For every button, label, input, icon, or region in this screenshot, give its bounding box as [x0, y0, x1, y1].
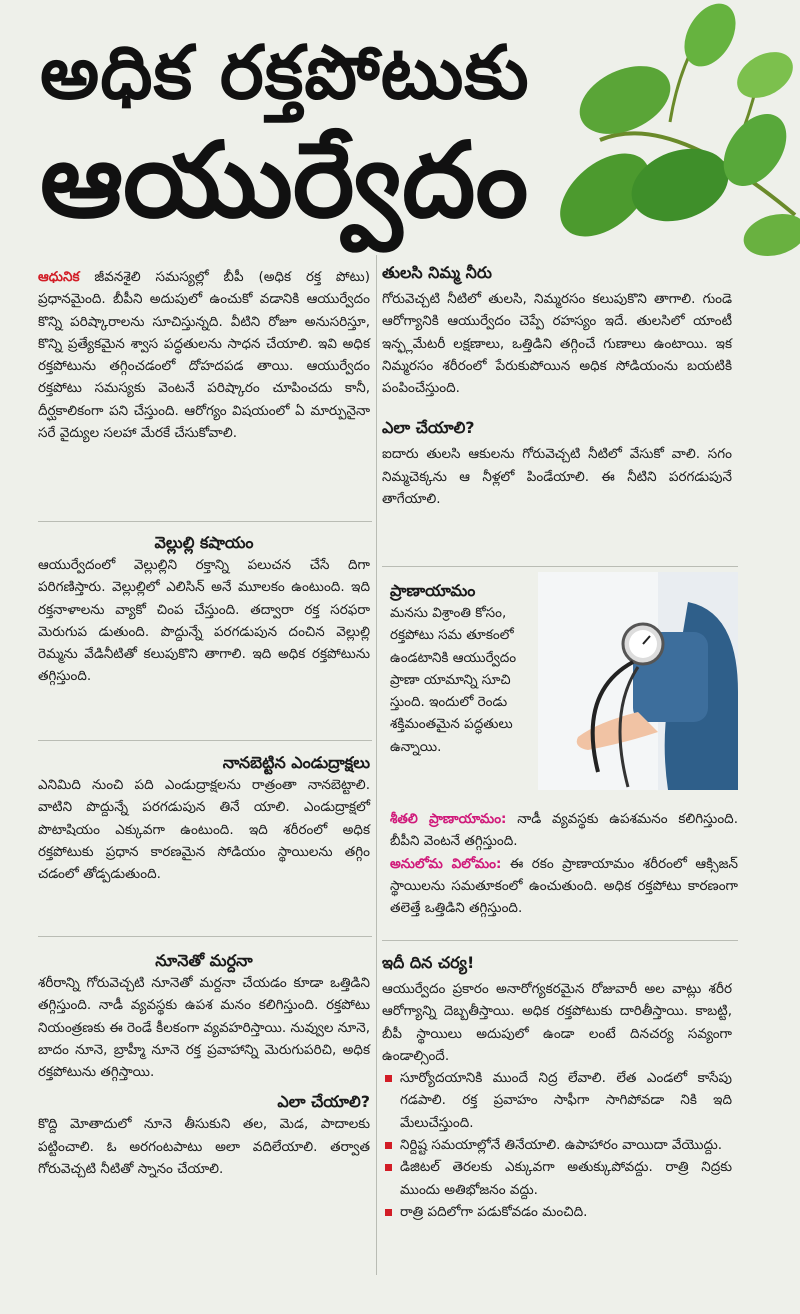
pranayama-item-2-label: అనులోమ విలోమం:	[390, 855, 502, 872]
tulsi-subparagraph: ఐదారు తులసి ఆకులను గోరువెచ్చటి నీటిలో వేసుకో వాలి. సగం నిమ్మచెక్కను ఆ నీళ్లలో పిండేయాలి. ఈ నీటిని పరగడుపునే తాగేయాలి.	[382, 446, 732, 508]
column-divider	[376, 255, 377, 1275]
routine-list-item: డిజిటల్ తెరలకు ఎక్కువగా అతుక్కుపోవద్దు. రాత్రి నిద్రకు ముందు అతిభోజనం వద్దు.	[382, 1156, 732, 1201]
tulsi-section	[382, 262, 732, 510]
intro-paragraph	[38, 266, 370, 444]
raisins-heading: నానబెట్టిన ఎండుద్రాక్షలు	[222, 753, 370, 772]
pranayama-items	[390, 808, 738, 919]
tulsi-subheading: ఎలా చేయాలి?	[382, 418, 475, 438]
headline-line-1: అధిక రక్తపోటుకు	[40, 30, 530, 116]
routine-list-item: రాత్రి పదిలోగా పడుకోవడం మంచిది.	[382, 1201, 732, 1223]
routine-list-item: నిర్దిష్ట సమయాల్లోనే తినేయాలి. ఉపాహారం వాయిదా వేయొద్దు.	[382, 1134, 732, 1156]
tulsi-paragraph: గోరువెచ్చటి నీటిలో తులసి, నిమ్మరసం కలుపుకొని తాగాలి. గుండె ఆరోగ్యానికి ఆయుర్వేదం చెప్పే రహస్యం ఇదే. తులసిలో యాంటీ ఇన్ఫ్లమేటరీ లక్షణాలు, ఒత్తిడిని తగ్గించే గుణాలు ఉంటాయి. ఇక నిమ్మరసం శరీరంలో పేరుకుపోయిన అధిక సోడియంను బయటికి పంపించేస్తుంది.	[382, 291, 732, 397]
routine-paragraph: ఆయుర్వేదం ప్రకారం అనారోగ్యకరమైన రోజువారీ అల వాట్లు శరీర ఆరోగ్యాన్ని దెబ్బతీస్తాయి. అధిక రక్తపోటుకు దారితీస్తాయి. కాబట్టి, బీపీ స్థాయిలు అదుపులో ఉండా లంటే దినచర్య సవ్యంగా ఉండాల్సిందే.	[382, 981, 732, 1064]
routine-list	[382, 1067, 732, 1223]
tulsi-leaves-illustration	[560, 0, 800, 270]
pranayama-heading: ప్రాణాయామం	[390, 581, 476, 600]
pranayama-item-2	[390, 853, 738, 920]
garlic-heading: వెల్లుల్లి కషాయం	[154, 533, 254, 552]
section-divider	[382, 940, 738, 941]
garlic-section	[38, 532, 370, 688]
pranayama-item-1-label: శీతలి ప్రాణాయామం:	[390, 811, 507, 827]
section-divider	[38, 740, 372, 741]
pranayama-section	[390, 580, 532, 758]
section-divider	[38, 936, 372, 937]
oil-section	[38, 950, 370, 1180]
section-divider	[382, 566, 738, 567]
pranayama-paragraph: మనసు విశ్రాంతి కోసం, రక్తపోటు సమ తూకంలో ఉండటానికి ఆయుర్వేదం ప్రాణా యామాన్ని సూచి స్తుంది. ఇందులో రెండు శక్తిమంతమైన పద్ధతులు ఉన్నాయి.	[390, 605, 517, 755]
garlic-paragraph: ఆయుర్వేదంలో వెల్లుల్లిని రక్తాన్ని పలుచన చేసే దిగా పరిగణిస్తారు. వెల్లుల్లిలో ఎలిసిన్ అనే మూలకం ఉంటుంది. ఇది రక్తనాళాలను వ్యాకో చింప చేస్తుంది. తద్వారా రక్త సరఫరా మెరుగుప డుతుంది. పొద్దున్నే పరగడుపున దంచిన వెల్లుల్లి రెమ్మను వేడినీటితో కలుపుకొని తాగాలి. ఇది అధిక రక్తపోటును తగ్గిస్తుంది.	[38, 557, 370, 685]
pranayama-item-1-text: నాడీ వ్యవస్థకు ఉపశమనం కలిగిస్తుంది. బీపీని వెంటనే తగ్గిస్తుంది.	[390, 811, 738, 850]
raisins-section	[38, 752, 370, 885]
tulsi-heading: తులసి నిమ్మ నీరు	[382, 263, 492, 282]
headline-line-2: ఆయుర్వేదం	[40, 119, 529, 241]
oil-heading: నూనెతో మర్దనా	[155, 951, 253, 970]
routine-list-item: సూర్యోదయానికి ముందే నిద్ర లేవాలి. లేత ఎండలో కాసేపు గడపాలి. రక్త ప్రవాహం సాఫీగా సాగిపోవడా నికి ఇది మేలుచేస్తుంది.	[382, 1067, 732, 1134]
pranayama-item-2-text: ఈ రకం ప్రాణాయామం శరీరంలో ఆక్సిజన్ స్థాయిలను సమతూకంలో ఉంచుతుంది. అధిక రక్తపోటు కారణంగా తలెత్తే ఒత్తిడిని తగ్గిస్తుంది.	[390, 855, 739, 917]
oil-subparagraph: కొద్ది మోతాదులో నూనె తీసుకుని తల, మెడ, పాదాలకు పట్టించాలి. ఓ అరగంటపాటు అలా వదిలేయాలి. తర్వాత గోరువెచ్చటి నీటితో స్నానం చేయాలి.	[38, 1116, 370, 1178]
intro-section	[38, 266, 370, 444]
blood-pressure-photo	[538, 572, 738, 790]
routine-section	[382, 952, 732, 1223]
intro-lead-word: ఆధునిక	[38, 269, 80, 285]
oil-paragraph: శరీరాన్ని గోరువెచ్చటి నూనెతో మర్దనా చేయడం కూడా ఒత్తిడిని తగ్గిస్తుంది. నాడీ వ్యవస్థకు ఉపశ మనం కలిగిస్తుంది. రక్తపోటు నియంత్రణకు ఈ రెండే కీలకంగా వ్యవహరిస్తాయి. నువ్వుల నూనె, బాదం నూనె, బ్రాహ్మీ నూనె రక్త ప్రవాహాన్ని మెరుగుపరిచి, అధిక రక్తపోటును తగ్గిస్తాయి.	[38, 975, 371, 1081]
intro-text: జీవనశైలి సమస్యల్లో బీపీ (అధిక రక్త పోటు) ప్రధానమైంది. బీపీని అదుపులో ఉంచుకో వడానికి ఆయుర్వేదం కొన్ని పరిష్కారాలను సూచిస్తున్నది. వీటిని రోజూ అనుసరిస్తూ, కొన్ని ప్రత్యేకమైన శ్వాస పద్ధతులను సాధన చేయాలి. ఇవి అధిక రక్తపోటును తగ్గించడంలో దోహదపడ తాయి. ఆయుర్వేదం రక్తపోటు సమస్యకు వెంటనే పరిష్కారం చూపించదు కానీ, దీర్ఘకాలికంగా పని చేస్తుంది. ఆరోగ్యం విషయంలో ఏ మార్పునైనా సరే వైద్యుల సలహా మేరకే చేసుకోవాలి.	[38, 269, 370, 442]
routine-heading: ఇదీ దిన చర్య!	[382, 953, 475, 972]
section-divider	[38, 521, 372, 522]
raisins-paragraph: ఎనిమిది నుంచి పది ఎండుద్రాక్షలను రాత్రంతా నానబెట్టాలి. వాటిని పొద్దున్నే పరగడుపున తినే యాలి. ఎండుద్రాక్షలో పొటాషియం ఎక్కువగా ఉంటుంది. ఇది శరీరంలో అధిక రక్తపోటుకు ప్రధాన కారణమైన సోడియం స్థాయిలను తగ్గిం చడంలో తోడ్పడుతుంది.	[38, 777, 370, 883]
oil-subheading: ఎలా చేయాలి?	[277, 1092, 370, 1112]
pranayama-item-1	[390, 808, 738, 853]
